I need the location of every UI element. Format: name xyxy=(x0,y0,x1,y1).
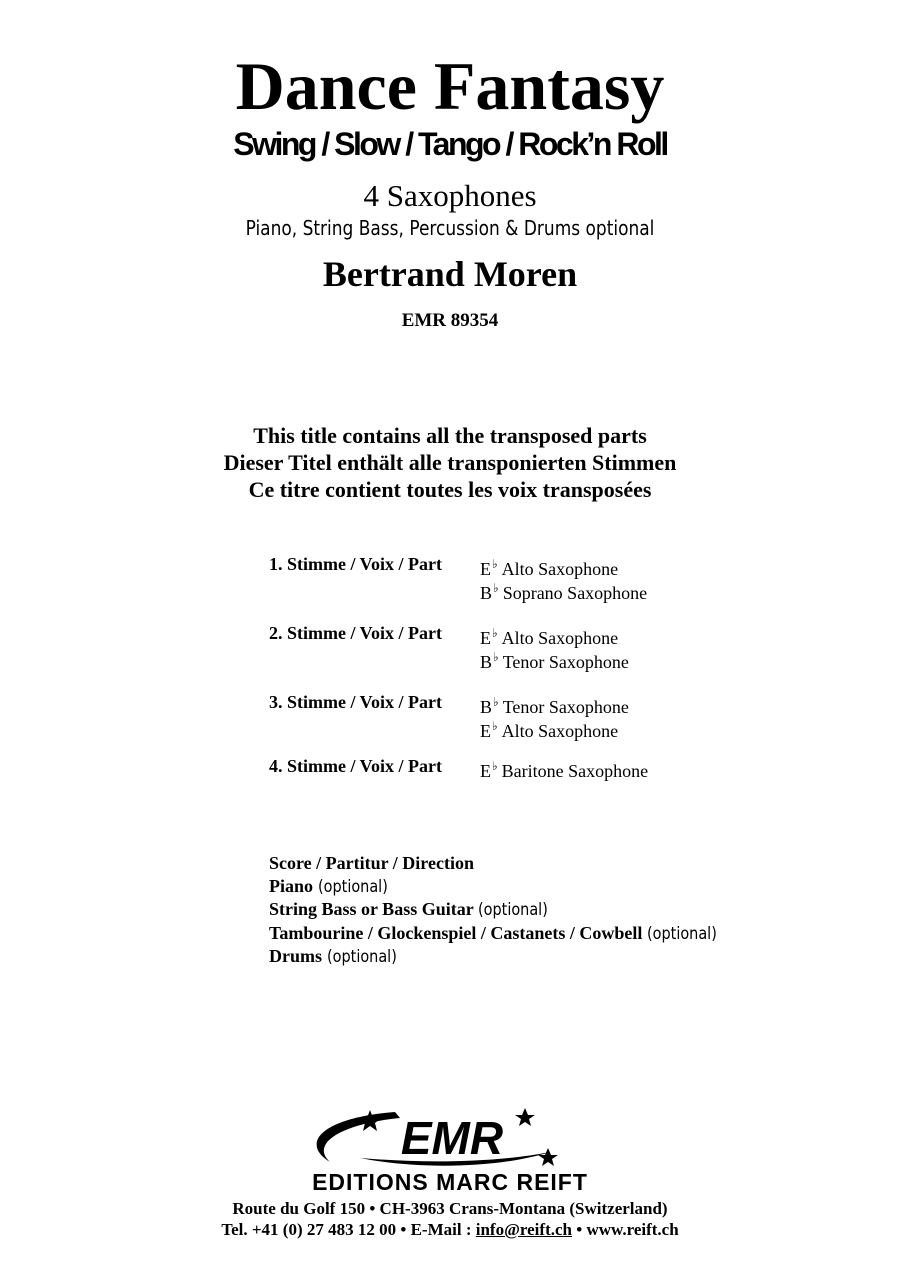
part-instruments xyxy=(480,624,629,672)
star-swoosh-logo-icon xyxy=(300,1104,600,1172)
website-link[interactable]: www.reift.ch xyxy=(586,1220,679,1239)
piece-subtitle: Swing / Slow / Tango / Rock’n Roll xyxy=(233,126,667,162)
instrument-line: E♭ Alto Saxophone xyxy=(480,626,619,648)
instrument-line: B♭ Soprano Saxophone xyxy=(480,581,648,603)
transposition-notes xyxy=(0,422,900,503)
piece-title: Dance Fantasy xyxy=(235,48,665,124)
contact-line: Tel. +41 (0) 27 483 12 00 • E-Mail : info@reift.ch • www.reift.ch xyxy=(221,1220,679,1239)
instrument-line: E♭ Alto Saxophone xyxy=(480,719,619,741)
flat-icon: ♭ xyxy=(492,759,498,773)
flat-icon: ♭ xyxy=(493,695,499,709)
optional-instruments: Piano, String Bass, Percussion & Drums optional xyxy=(245,216,655,240)
composer-name: Bertrand Moren xyxy=(322,254,578,294)
note-german: Dieser Titel enthält alle transponierten Stimmen xyxy=(223,450,677,475)
additional-parts-list xyxy=(269,852,717,969)
email-link[interactable]: info@reift.ch xyxy=(475,1220,572,1239)
note-french: Ce titre contient toutes les voix transposées xyxy=(248,477,652,502)
part-instruments xyxy=(480,693,629,741)
flat-icon: ♭ xyxy=(492,719,498,733)
extra-drums: Drums (optional) xyxy=(269,946,397,967)
part-instruments xyxy=(480,757,648,781)
publisher-address xyxy=(0,1198,900,1240)
part-label: 1. Stimme / Voix / Part xyxy=(269,554,442,574)
extra-bass: String Bass or Bass Guitar (optional) xyxy=(269,899,549,920)
publisher-name: EDITIONS MARC REIFT xyxy=(312,1169,588,1195)
address-line: Route du Golf 150 • CH-3963 Crans-Montana (Switzerland) xyxy=(232,1199,668,1218)
instrument-line: E♭ Baritone Saxophone xyxy=(480,759,649,781)
part-label: 2. Stimme / Voix / Part xyxy=(269,623,442,643)
extra-piano: Piano (optional) xyxy=(269,875,388,897)
instrumentation: 4 Saxophones xyxy=(363,178,537,213)
flat-icon: ♭ xyxy=(492,557,498,571)
instrument-line: B♭ Tenor Saxophone xyxy=(480,695,629,717)
extra-score: Score / Partitur / Direction xyxy=(269,853,474,873)
note-english: This title contains all the transposed parts xyxy=(253,423,647,448)
catalog-number: EMR 89354 xyxy=(401,310,499,331)
part-label: 4. Stimme / Voix / Part xyxy=(269,756,442,776)
part-label: 3. Stimme / Voix / Part xyxy=(269,692,442,712)
svg-text:EMR: EMR xyxy=(400,1112,504,1164)
flat-icon: ♭ xyxy=(492,626,498,640)
flat-icon: ♭ xyxy=(493,650,499,664)
instrument-line: E♭ Alto Saxophone xyxy=(480,557,619,579)
instrument-line: B♭ Tenor Saxophone xyxy=(480,650,629,672)
part-instruments xyxy=(480,555,647,603)
flat-icon: ♭ xyxy=(493,581,499,595)
extra-percussion: Tambourine / Glockenspiel / Castanets / Cowbell (optional) xyxy=(269,922,717,944)
